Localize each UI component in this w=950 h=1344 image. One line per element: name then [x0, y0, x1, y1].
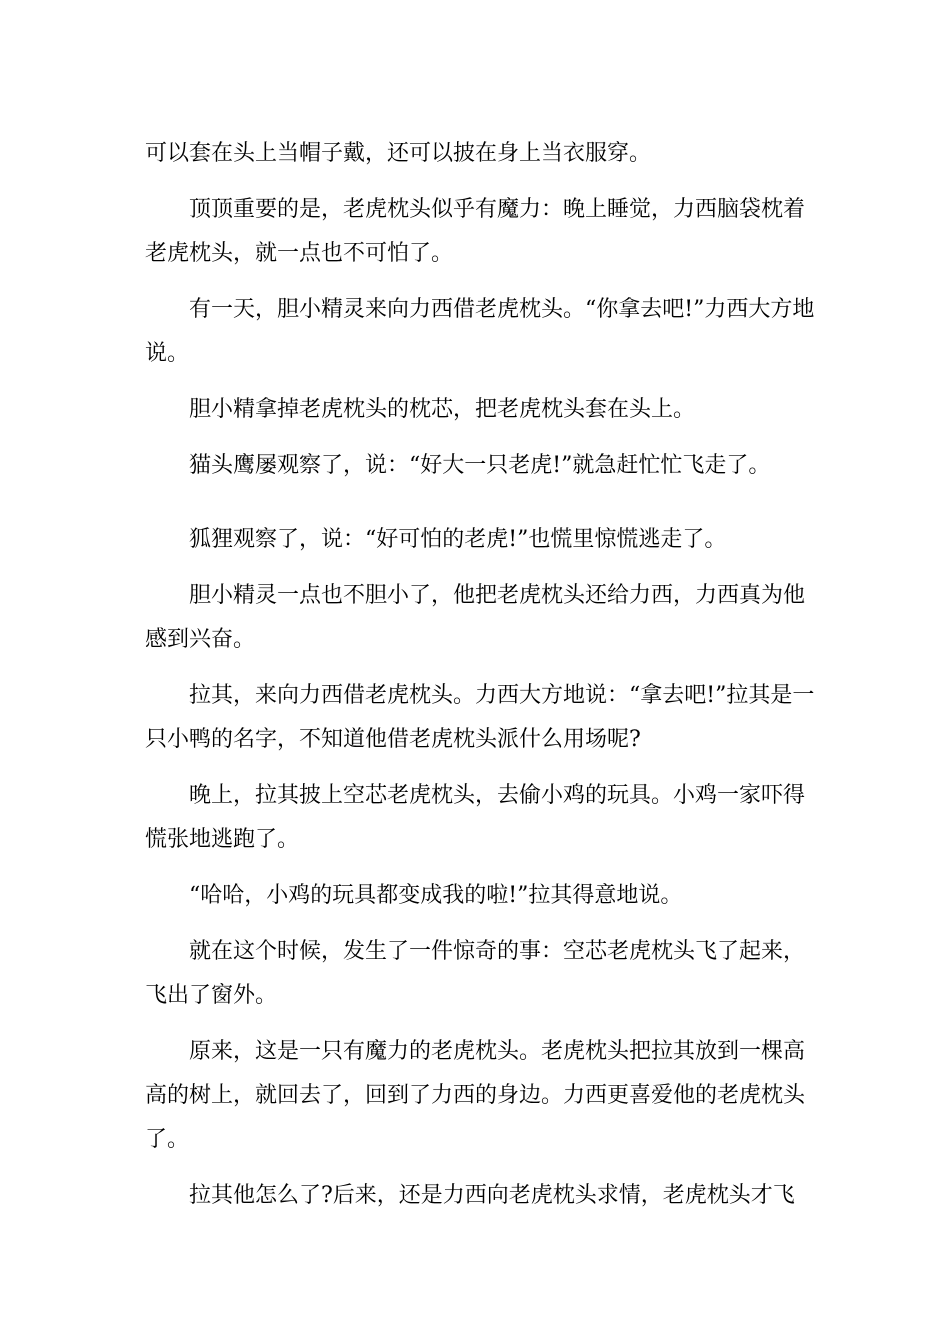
paragraph: 狐狸观察了，说：“好可怕的老虎!”也慌里惊慌逃走了。	[189, 527, 727, 552]
paragraph: 顶顶重要的是，老虎枕头似乎有魔力：晚上睡觉，力西脑袋枕着老虎枕头，就一点也不可怕了。	[145, 197, 806, 266]
paragraph: 拉其他怎么了?后来，还是力西向老虎枕头求情，老虎枕头才飞	[189, 1183, 795, 1208]
paragraph: 原来，这是一只有魔力的老虎枕头。老虎枕头把拉其放到一棵高高的树上，就回去了，回到了力西的身边。力西更喜爱他的老虎枕头了。	[145, 1039, 806, 1152]
paragraph: 就在这个时候，发生了一件惊奇的事：空芯老虎枕头飞了起来，飞出了窗外。	[145, 939, 806, 1008]
story-text	[145, 132, 825, 1230]
paragraph: 猫头鹰屡观察了，说：“好大一只老虎!”就急赶忙忙飞走了。	[189, 453, 771, 478]
paragraph: 有一天，胆小精灵来向力西借老虎枕头。“你拿去吧!”力西大方地说。	[145, 297, 815, 366]
paragraph: 胆小精拿掉老虎枕头的枕芯，把老虎枕头套在头上。	[189, 397, 696, 422]
paragraph: “哈哈，小鸡的玩具都变成我的啦!”拉其得意地说。	[189, 883, 683, 908]
paragraph: 胆小精灵一点也不胆小了，他把老虎枕头还给力西，力西真为他感到兴奋。	[145, 583, 806, 652]
paragraph: 可以套在头上当帽子戴，还可以披在身上当衣服穿。	[145, 141, 652, 166]
paragraph: 拉其，来向力西借老虎枕头。力西大方地说：“拿去吧!”拉其是一只小鸭的名字，不知道他借老虎枕头派什么用场呢?	[145, 683, 815, 752]
paragraph: 晚上，拉其披上空芯老虎枕头，去偷小鸡的玩具。小鸡一家吓得慌张地逃跑了。	[145, 783, 806, 852]
